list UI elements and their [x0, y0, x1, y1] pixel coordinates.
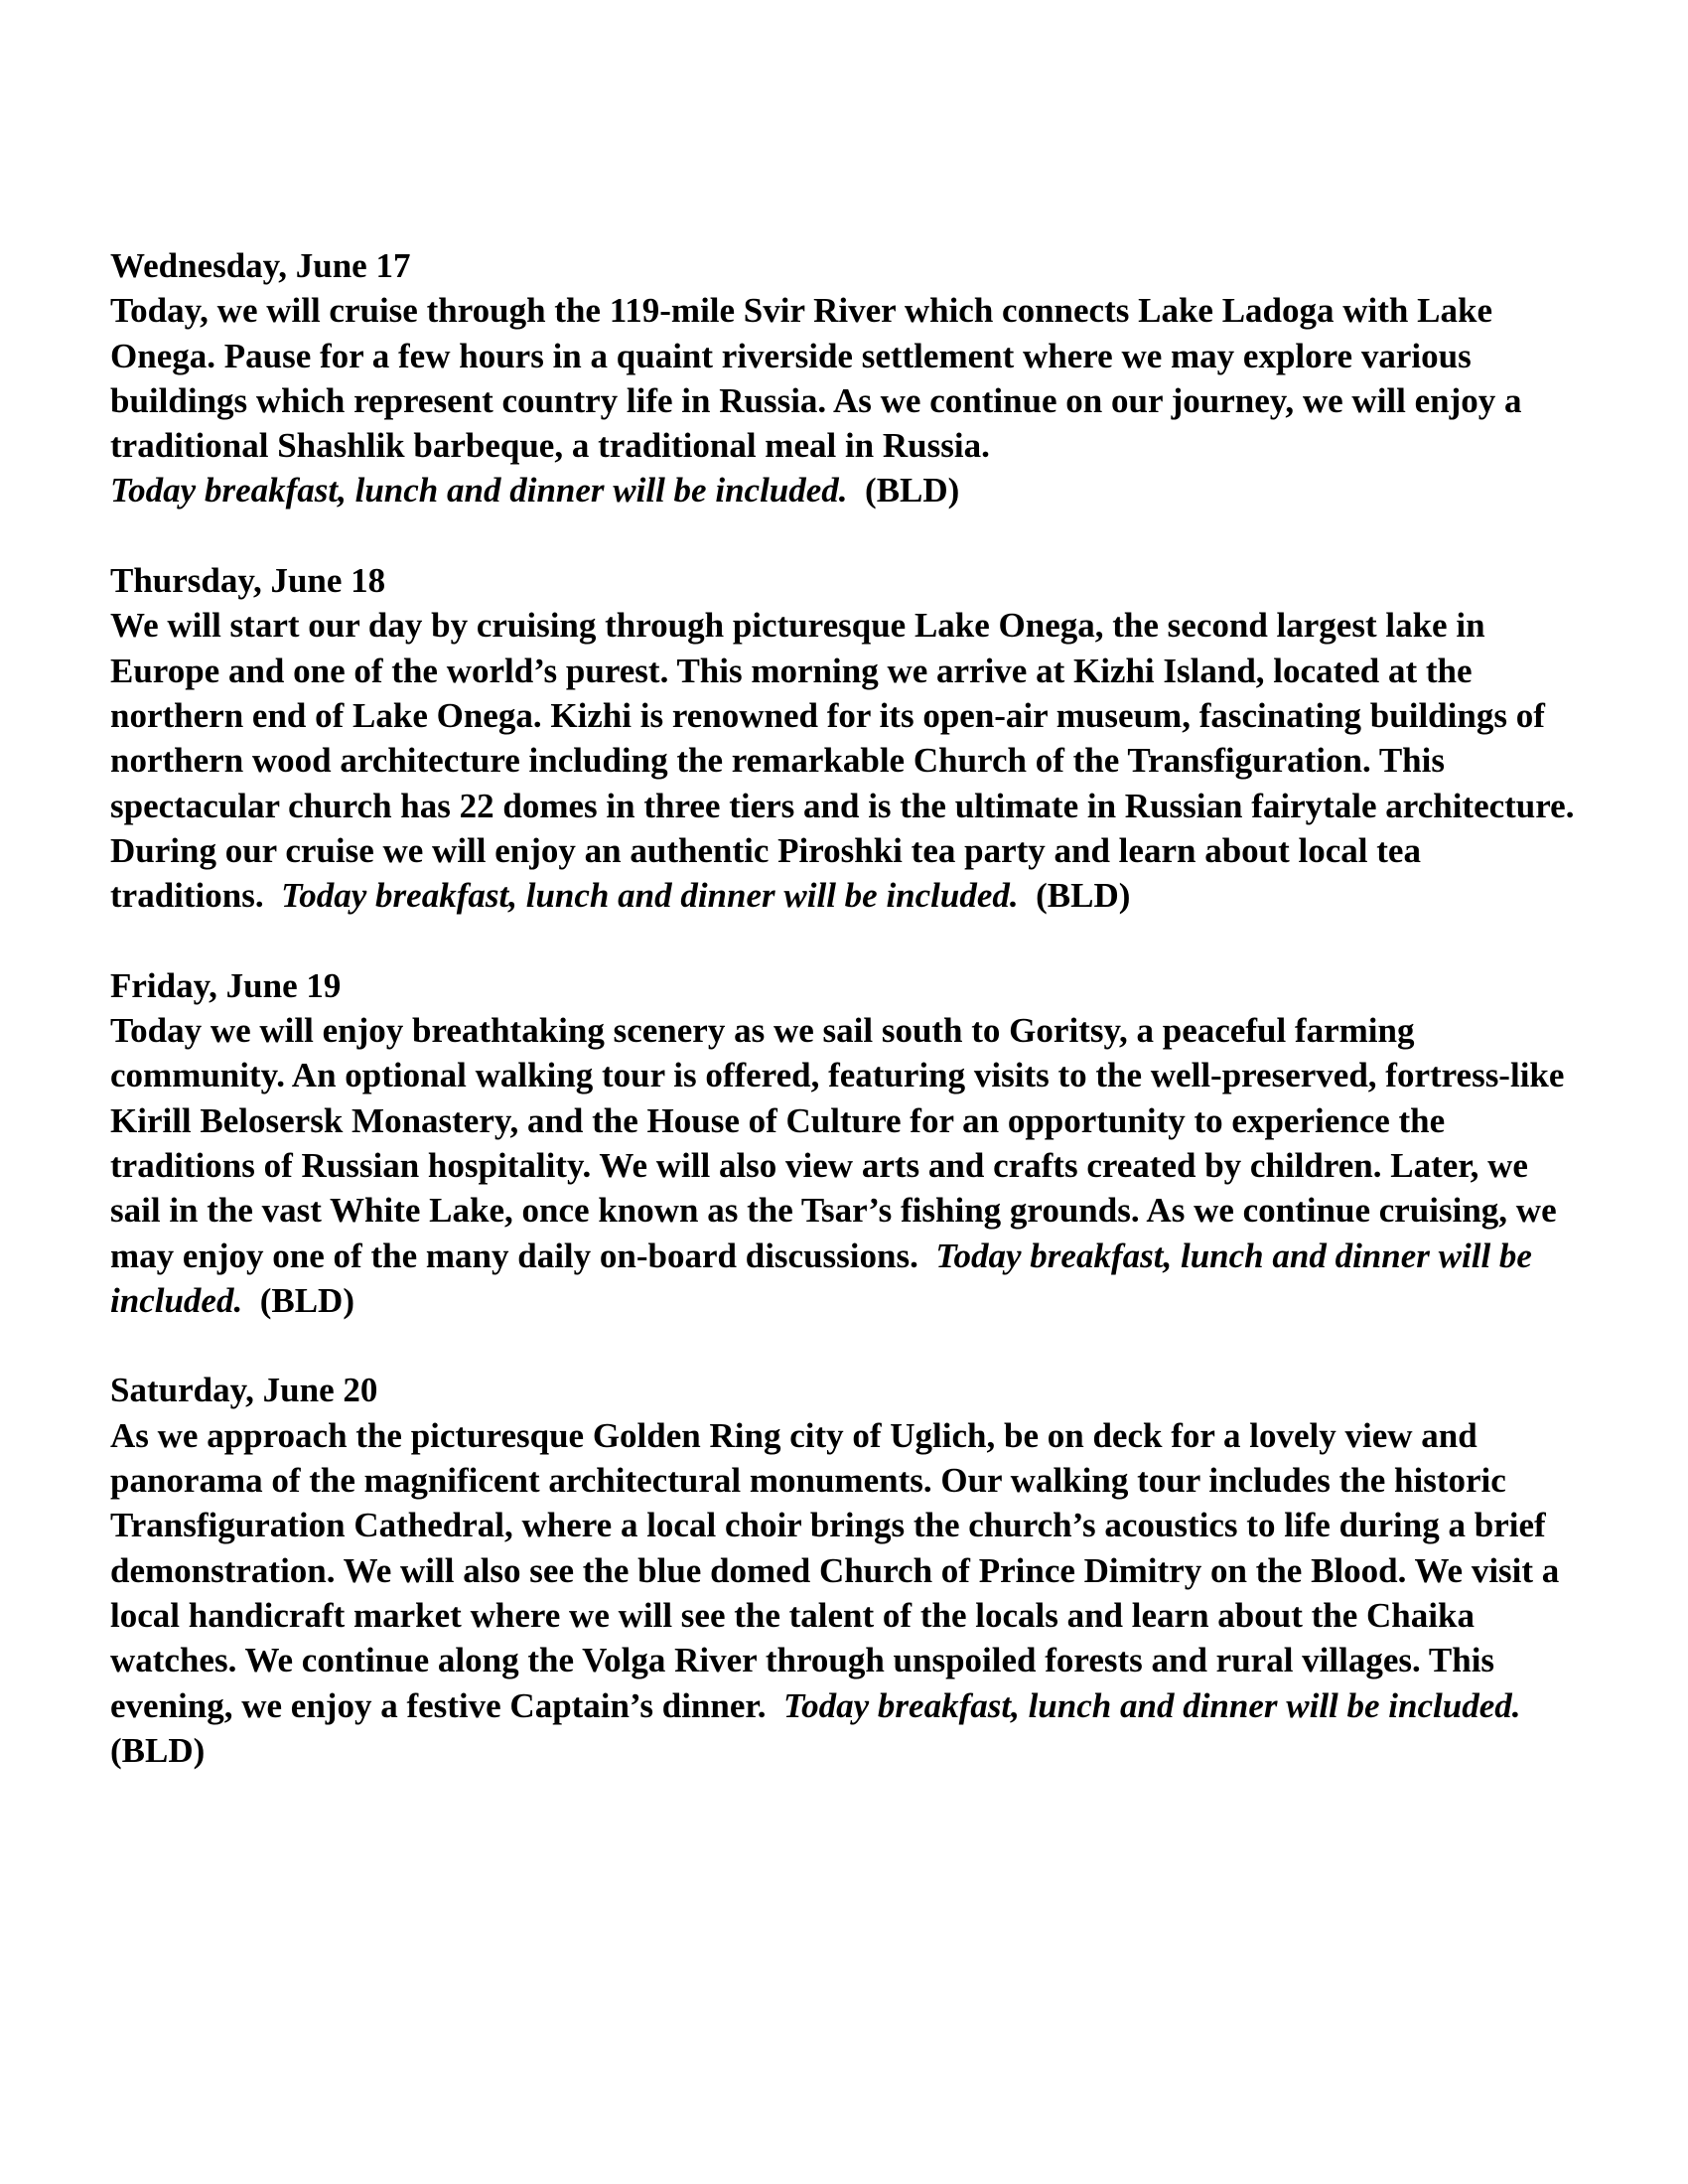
day-entry-saturday [110, 1368, 1580, 1773]
meals-note: Today breakfast, lunch and dinner will be included. [110, 471, 848, 510]
day-body-text: Today we will enjoy breathtaking scenery as we sail south to Goritsy, a peaceful farming community. An optional walking tour is offered, featuring visits to the well-preserved, fortress-like Kirill Belosersk Monastery, and the House of Culture for an opportunity to experience the traditions of Russian hospitality. We will also view arts and crafts created by children. Later, we sail in the vast White Lake, once known as the Tsar’s fishing grounds. As we continue cruising, we may enjoy one of the many daily on-board discussions. [110, 1011, 1565, 1275]
day-heading: Saturday, June 20 [110, 1371, 378, 1410]
meals-note: Today breakfast, lunch and dinner will be included. [782, 1685, 1521, 1725]
day-body-text: As we approach the picturesque Golden Ring city of Uglich, be on deck for a lovely view and panorama of the magnificent architectural monuments. Our walking tour includes the historic Transfiguration Cathedral, where a local choir brings the church’s acoustics to life during a brief demonstration. We will also see the blue domed Church of Prince Dimitry on the Blood. We visit a local handicraft market where we will see the talent of the locals and learn about the Chaika watches. We continue along the Volga River through unspoiled forests and rural villages. This evening, we enjoy a festive Captain’s dinner. [110, 1415, 1560, 1725]
day-heading: Wednesday, June 17 [110, 246, 411, 285]
day-description [110, 1413, 1580, 1773]
day-description [110, 1008, 1580, 1323]
day-entry-thursday [110, 558, 1580, 918]
day-entry-wednesday [110, 243, 1580, 513]
meals-code: (BLD) [259, 1280, 354, 1320]
day-description [110, 603, 1580, 918]
day-body-text: Today, we will cruise through the 119-mile Svir River which connects Lake Ladoga with Lake Onega. Pause for a few hours in a quaint riverside settlement where we may explore various buildings which represent country life in Russia. As we continue on our journey, we will enjoy a traditional Shashlik barbeque, a traditional meal in Russia. [110, 291, 1522, 466]
meals-note: Today breakfast, lunch and dinner will be included. [110, 1236, 1532, 1320]
meals-code: (BLD) [1036, 876, 1131, 916]
meals-code: (BLD) [865, 471, 960, 510]
day-entry-friday [110, 963, 1580, 1323]
day-heading: Thursday, June 18 [110, 561, 386, 601]
itinerary-page [110, 243, 1580, 1818]
day-description [110, 288, 1580, 512]
meals-code: (BLD) [110, 1730, 206, 1770]
day-heading: Friday, June 19 [110, 965, 342, 1005]
meals-note: Today breakfast, lunch and dinner will be included. [281, 876, 1019, 916]
day-body-text: We will start our day by cruising through picturesque Lake Onega, the second largest lake in Europe and one of the world’s purest. This morning we arrive at Kizhi Island, located at the northern end of Lake Onega. Kizhi is renowned for its open-air museum, fascinating buildings of northern wood architecture including the remarkable Church of the Transfiguration. This spectacular church has 22 domes in three tiers and is the ultimate in Russian fairytale architecture. During our cruise we will enjoy an authentic Piroshki tea party and learn about local tea traditions. [110, 606, 1575, 916]
